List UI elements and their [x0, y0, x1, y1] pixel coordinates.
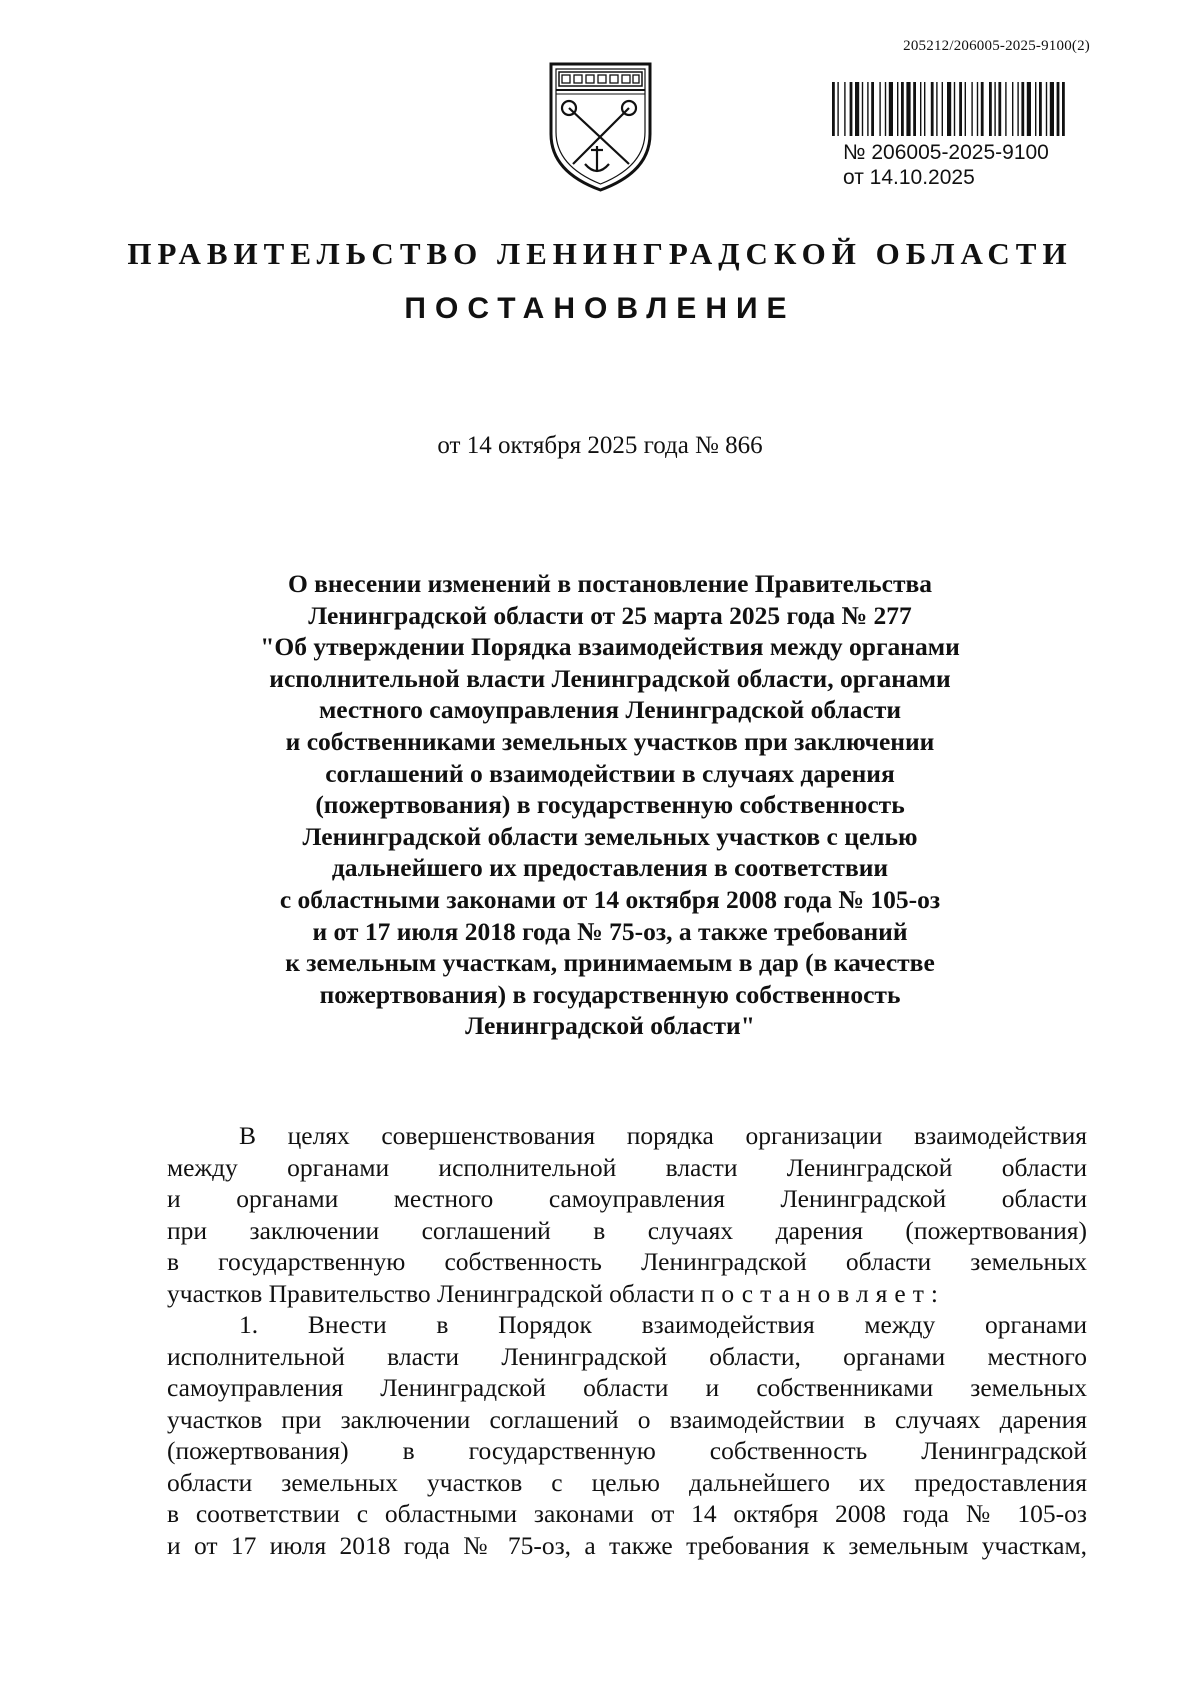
title-line: к земельным участкам, принимаемым в дар (в качестве	[285, 948, 935, 978]
body-line: (пожертвования) в государственную собственность Ленинградской	[167, 1436, 1087, 1465]
document-title	[220, 568, 1000, 1042]
document-body	[167, 1120, 1087, 1561]
body-line: и органами местного самоуправления Ленинградской области	[167, 1184, 1087, 1213]
body-line: при заключении соглашений в случаях дарения (пожертвования)	[167, 1215, 1087, 1245]
body-line: между органами исполнительной власти Ленинградской области	[167, 1152, 1087, 1182]
title-line: дальнейшего их предоставления в соответствии	[331, 853, 889, 883]
body-line	[167, 1278, 1087, 1310]
body-line: исполнительной власти Ленинградской области, органами местного	[167, 1341, 1087, 1371]
body-text: участков Правительство Ленинградской области	[167, 1278, 695, 1308]
body-line: участков при заключении соглашений о взаимодействии в случаях дарения	[167, 1404, 1087, 1434]
resolution-keyword: постановляет:	[700, 1278, 945, 1308]
registration-stamp	[843, 140, 1049, 190]
body-line: в соответствии с областными законами от 14 октября 2008 года № 105-оз	[167, 1499, 1087, 1528]
body-line: области земельных участков с целью дальнейшего их предоставления	[167, 1467, 1087, 1497]
document-date-number: от 14 октября 2025 года № 866	[437, 432, 763, 459]
title-line: (пожертвования) в государственную собственность	[315, 790, 905, 820]
title-line: исполнительной власти Ленинградской области, органами	[269, 663, 951, 693]
title-line: с областными законами от 14 октября 2008 года № 105-оз	[279, 884, 941, 914]
title-line: Ленинградской области от 25 марта 2025 года № 277	[308, 600, 912, 630]
body-line: В целях совершенствования порядка организации взаимодействия	[239, 1121, 1087, 1150]
barcode-icon	[832, 82, 1103, 136]
title-line: соглашений о взаимодействии в случаях дарения	[325, 758, 895, 788]
registration-date: от 14.10.2025	[843, 166, 975, 189]
organization-heading: ПРАВИТЕЛЬСТВО ЛЕНИНГРАДСКОЙ ОБЛАСТИ	[127, 236, 1073, 271]
title-line: местного самоуправления Ленинградской области	[318, 695, 902, 725]
title-line: "Об утверждении Порядка взаимодействия между органами	[260, 632, 960, 662]
body-line: в государственную собственность Ленинградской области земельных	[167, 1247, 1087, 1276]
title-line: пожертвования) в государственную собственность	[319, 979, 901, 1009]
body-line: 1. Внести в Порядок взаимодействия между органами	[239, 1310, 1087, 1339]
title-line: и от 17 июля 2018 года № 75-оз, а также требований	[312, 916, 908, 946]
coat-of-arms-icon	[547, 60, 654, 194]
document-id: 205212/206005-2025-9100(2)	[903, 38, 1090, 54]
title-line: О внесении изменений в постановление Правительства	[287, 569, 933, 598]
title-line: Ленинградской области земельных участков с целью	[302, 821, 918, 851]
document-type-heading: ПОСТАНОВЛЕНИЕ	[404, 292, 796, 325]
title-line: и собственниками земельных участков при заключении	[285, 726, 935, 756]
body-line: самоуправления Ленинградской области и собственниками земельных	[167, 1373, 1087, 1402]
body-line: и от 17 июля 2018 года № 75-оз, а также требования к земельным участкам,	[167, 1530, 1087, 1560]
registration-number: № 206005-2025-9100	[843, 141, 1049, 164]
title-line: Ленинградской области"	[465, 1011, 755, 1041]
